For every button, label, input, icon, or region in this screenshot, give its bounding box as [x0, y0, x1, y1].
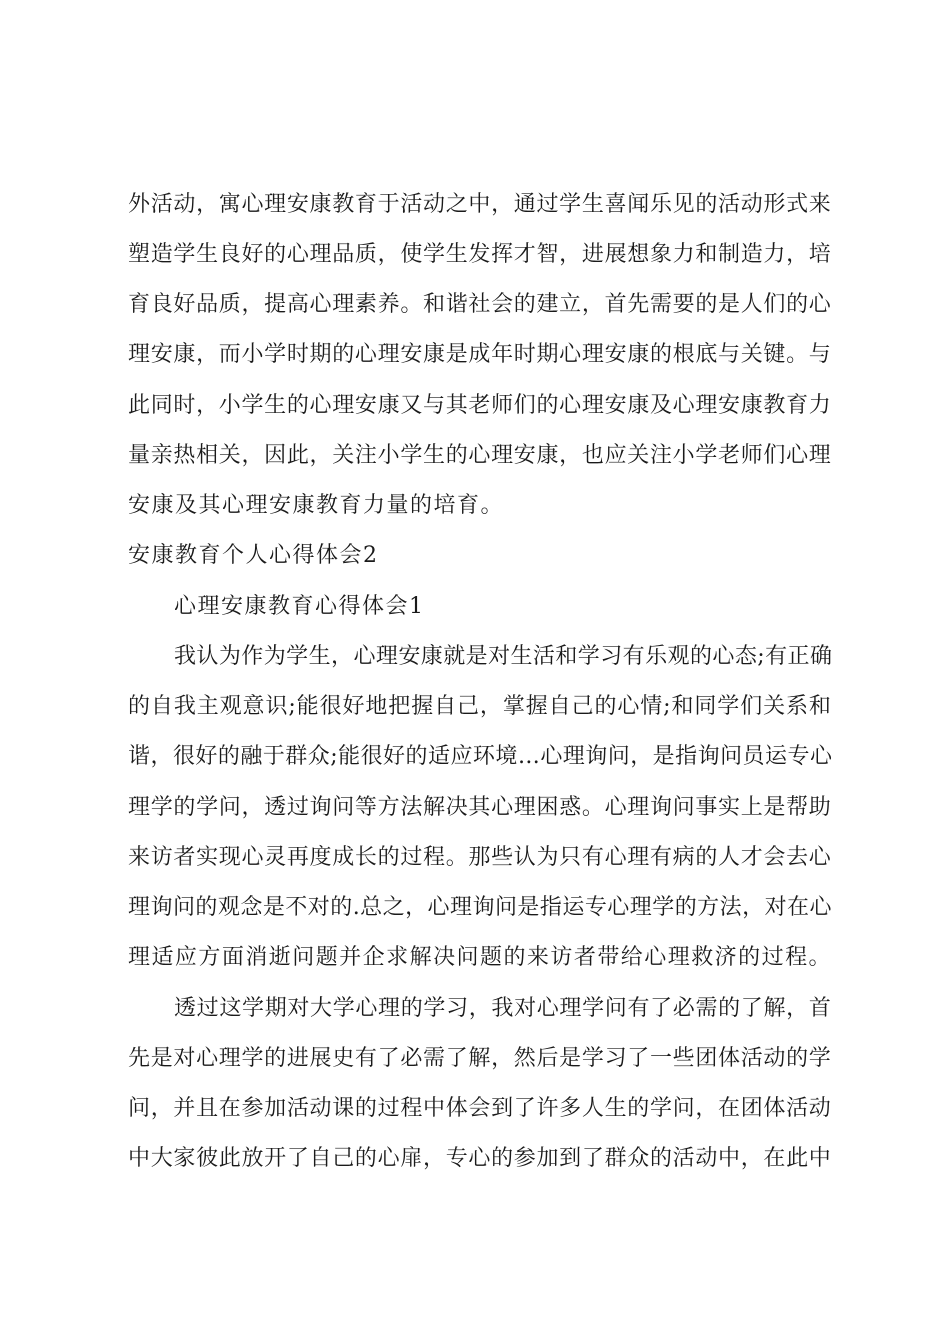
text-line: 此同时，小学生的心理安康又与其老师们的心理安康及心理安康教育力: [128, 393, 832, 418]
text-line: 我认为作为学生，心理安康就是对生活和学习有乐观的心态;有正确: [174, 644, 833, 669]
text-line: 先是对心理学的进展史有了必需了解，然后是学习了一些团体活动的学: [128, 1046, 832, 1071]
text-line: 外活动，寓心理安康教育于活动之中，通过学生喜闻乐见的活动形式来: [128, 192, 832, 217]
text-line: 谐，很好的融于群众;能很好的适应环境…心理询问，是指询问员运专心: [128, 744, 833, 769]
section-heading: 安康教育个人心得体会2: [128, 543, 379, 568]
text-line: 育良好品质，提高心理素养。和谐社会的建立，首先需要的是人们的心: [128, 292, 832, 317]
text-line: 量亲热相关，因此，关注小学生的心理安康，也应关注小学老师们心理: [128, 443, 832, 468]
text-line: 问，并且在参加活动课的过程中体会到了许多人生的学问，在团体活动: [128, 1096, 832, 1121]
section-subheading: 心理安康教育心得体会1: [174, 594, 425, 619]
text-line: 中大家彼此放开了自己的心扉，专心的参加到了群众的活动中，在此中: [128, 1146, 832, 1171]
text-line: 透过这学期对大学心理的学习，我对心理学问有了必需的了解，首: [174, 996, 832, 1021]
text-line: 的自我主观意识;能很好地把握自己，掌握自己的心情;和同学们关系和: [128, 694, 832, 719]
text-line: 理学的学问，透过询问等方法解决其心理困惑。心理询问事实上是帮助: [128, 795, 832, 820]
text-line: 理适应方面消逝问题并企求解决问题的来访者带给心理救济的过程。: [128, 945, 833, 970]
text-line: 塑造学生良好的心理品质，使学生发挥才智，进展想象力和制造力，培: [128, 242, 832, 267]
text-line: 来访者实现心灵再度成长的过程。那些认为只有心理有病的人才会去心: [128, 845, 832, 870]
text-line: 理安康，而小学时期的心理安康是成年时期心理安康的根底与关键。与: [128, 342, 832, 367]
text-line: 理询问的观念是不对的.总之，心理询问是指运专心理学的方法，对在心: [128, 895, 832, 920]
text-line: 安康及其心理安康教育力量的培育。: [128, 493, 505, 518]
